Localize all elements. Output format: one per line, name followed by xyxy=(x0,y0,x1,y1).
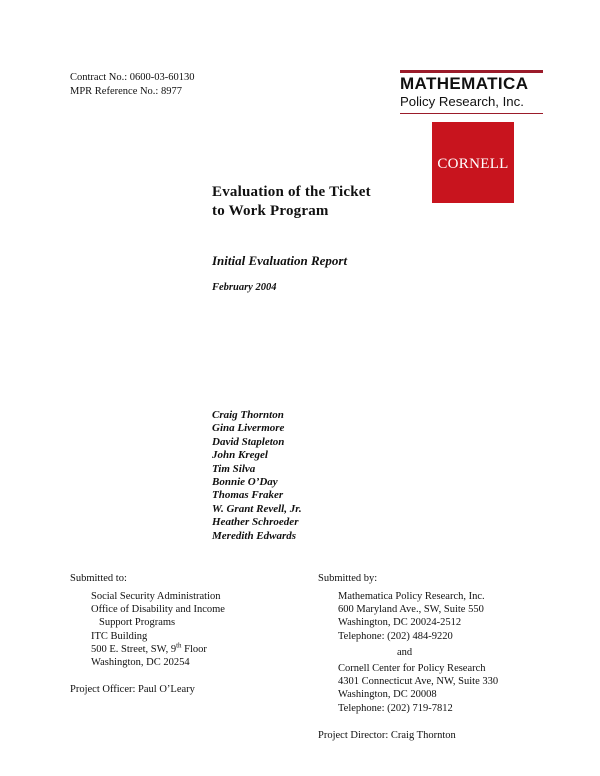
cornell-logo xyxy=(432,122,514,203)
author-name: Tim Silva xyxy=(212,462,256,475)
report-subtitle: Initial Evaluation Report xyxy=(212,253,348,268)
address-line: Social Security Administration xyxy=(91,591,221,602)
address-line: Telephone: (202) 719-7812 xyxy=(338,702,453,714)
address-line: Cornell Center for Policy Research xyxy=(338,663,486,674)
address-line: Mathematica Policy Research, Inc. xyxy=(338,591,485,602)
address-line: Washington, DC 20008 xyxy=(338,689,437,701)
mathematica-logo-name: MATHEMATICA xyxy=(400,74,529,93)
submitted-to-address xyxy=(91,590,225,669)
report-title-line2: to Work Program xyxy=(212,203,329,219)
mpr-reference: MPR Reference No.: 8977 xyxy=(70,85,182,97)
author-name: Bonnie O’Day xyxy=(212,476,278,489)
author-name: John Kregel xyxy=(212,449,268,462)
address-street: 500 E. Street, SW, 9 xyxy=(91,643,177,655)
project-director: Project Director: Craig Thornton xyxy=(318,730,456,741)
mathematica-logo-bar xyxy=(400,70,543,73)
address-line: Washington, DC 20024-2512 xyxy=(338,617,462,629)
author-name: Craig Thornton xyxy=(212,409,284,421)
address-line: 600 Maryland Ave., SW, Suite 550 xyxy=(338,604,484,616)
author-name: W. Grant Revell, Jr. xyxy=(212,502,302,515)
address-line xyxy=(91,643,225,656)
address-line: Washington, DC 20254 xyxy=(91,657,190,669)
submitted-to-label: Submitted to: xyxy=(70,573,127,584)
ordinal-suffix: th xyxy=(176,641,182,650)
author-name: Thomas Fraker xyxy=(212,489,284,502)
mathematica-logo-subtitle: Policy Research, Inc. xyxy=(400,94,524,109)
author-name: David Stapleton xyxy=(212,435,285,448)
contract-number: Contract No.: 0600-03-60130 xyxy=(70,72,195,83)
author-name: Heather Schroeder xyxy=(212,516,299,529)
address-floor: Floor xyxy=(181,643,207,655)
report-title xyxy=(212,183,371,221)
author-name: Meredith Edwards xyxy=(212,529,297,542)
mathematica-address xyxy=(338,590,485,643)
report-date: February 2004 xyxy=(212,282,277,293)
address-line: Office of Disability and Income xyxy=(91,604,225,616)
mathematica-logo xyxy=(400,70,543,114)
address-line: ITC Building xyxy=(91,630,148,642)
author-name: Gina Livermore xyxy=(212,422,285,435)
and-connector: and xyxy=(397,647,413,658)
address-line: Support Programs xyxy=(99,617,176,629)
cornell-address xyxy=(338,662,498,715)
address-line: 4301 Connecticut Ave, NW, Suite 330 xyxy=(338,676,499,688)
mathematica-logo-underline xyxy=(400,113,543,114)
cornell-logo-text: CORNELL xyxy=(437,156,509,172)
project-officer: Project Officer: Paul O’Leary xyxy=(70,684,195,695)
author-list xyxy=(212,409,302,543)
submitted-by-label: Submitted by: xyxy=(318,573,378,584)
report-title-line1: Evaluation of the Ticket xyxy=(212,184,371,200)
address-line: Telephone: (202) 484-9220 xyxy=(338,630,453,642)
contract-info xyxy=(70,71,195,98)
